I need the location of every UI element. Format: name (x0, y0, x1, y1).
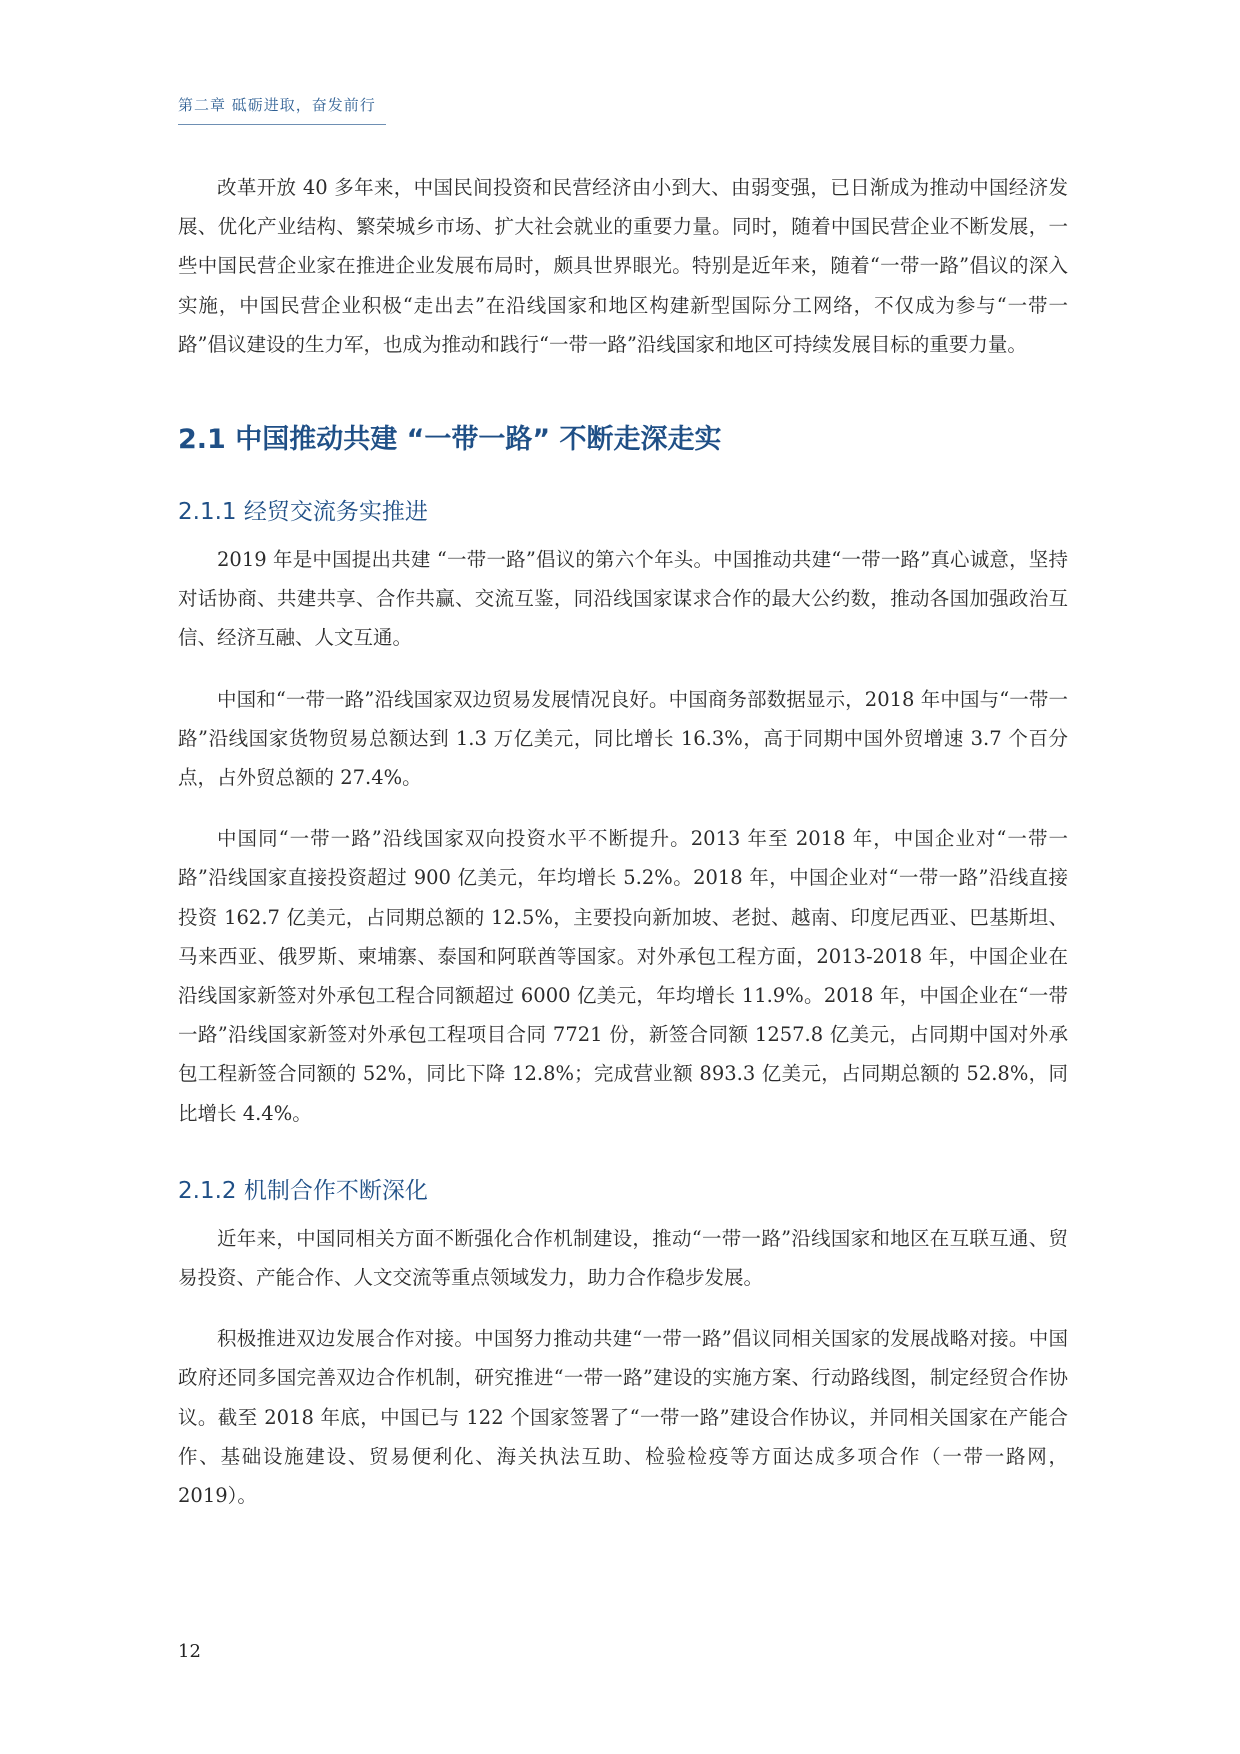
paragraph: 近年来，中国同相关方面不断强化合作机制建设，推动“一带一路”沿线国家和地区在互联互通、贸易投资、产能合作、人文交流等重点领域发力，助力合作稳步发展。 (178, 1226, 1068, 1290)
running-header: 第二章 砥砺进取，奋发前行 (178, 96, 376, 114)
paragraph: 2019 年是中国提出共建 “一带一路”倡议的第六个年头。中国推动共建“一带一路”真心诚意，坚持对话协商、共建共享、合作共赢、交流互鉴，同沿线国家谋求合作的最大公约数，推动各国加强政治互信、经济互融、人文互通。 (178, 548, 1068, 650)
paragraph: 积极推进双边发展合作对接。中国努力推动共建“一带一路”倡议同相关国家的发展战略对接。中国政府还同多国完善双边合作机制，研究推进“一带一路”建设的实施方案、行动路线图，制定经贸合作协议。截至 2018 年底，中国已与 122 个国家签署了“一带一路”建设合作协议，并同相关国家在产能合作、基础设施建设、贸易便利化、海关执法互助、检验检疫等方面达成多项合作（一带一路网，2019）。 (178, 1327, 1068, 1508)
header-rule (178, 124, 386, 125)
section-title: 2.1 中国推动共建 “一带一路” 不断走深走实 (178, 424, 722, 456)
paragraph: 中国和“一带一路”沿线国家双边贸易发展情况良好。中国商务部数据显示，2018 年中国与“一带一路”沿线国家货物贸易总额达到 1.3 万亿美元，同比增长 16.3%，高于同期中国外贸增速 3.7 个百分点，占外贸总额的 27.4%。 (178, 687, 1068, 790)
subsection-title-1: 2.1.1 经贸交流务实推进 (178, 499, 428, 526)
page-content (178, 168, 1068, 1515)
page-number: 12 (178, 1641, 201, 1662)
paragraph: 中国同“一带一路”沿线国家双向投资水平不断提升。2013 年至 2018 年，中国企业对“一带一路”沿线国家直接投资超过 900 亿美元，年均增长 5.2%。2018 年，中国企业对“一带一路”沿线直接投资 162.7 亿美元，占同期总额的 12.5%，主要投向新加坡、老挝、越南、印度尼西亚、巴基斯坦、马来西亚、俄罗斯、柬埔寨、泰国和阿联酋等国家。对外承包工程方面，2013-2018 年，中国企业在沿线国家新签对外承包工程合同额超过 6000 亿美元，年均增长 11.9%。2018 年，中国企业在“一带一路”沿线国家新签对外承包工程项目合同 7721 份，新签合同额 1257.8 亿美元，占同期中国对外承包工程新签合同额的 52%，同比下降 12.8%；完成营业额 893.3 亿美元，占同期总额的 52.8%，同比增长 4.4%。 (178, 827, 1068, 1125)
subsection-title-2: 2.1.2 机制合作不断深化 (178, 1177, 428, 1204)
intro-paragraph: 改革开放 40 多年来，中国民间投资和民营经济由小到大、由弱变强，已日渐成为推动中国经济发展、优化产业结构、繁荣城乡市场、扩大社会就业的重要力量。同时，随着中国民营企业不断发展，一些中国民营企业家在推进企业发展布局时，颇具世界眼光。特别是近年来，随着“一带一路”倡议的深入实施，中国民营企业积极“走出去”在沿线国家和地区构建新型国际分工网络，不仅成为参与“一带一路”倡议建设的生力军，也成为推动和践行“一带一路”沿线国家和地区可持续发展目标的重要力量。 (178, 176, 1068, 356)
